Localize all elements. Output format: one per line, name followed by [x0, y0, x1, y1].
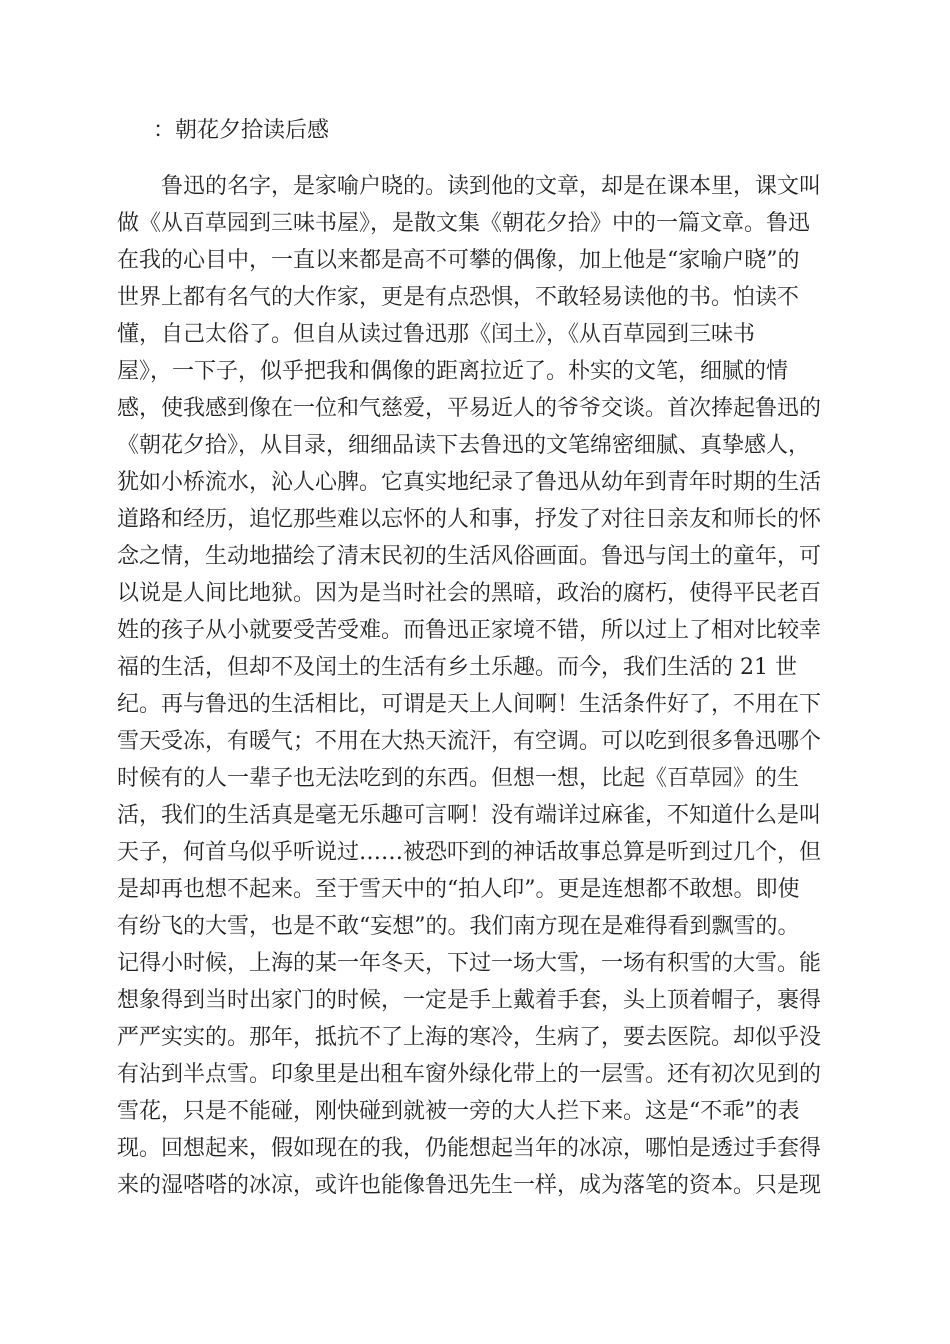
- text-line: 道路和经历，追忆那些难以忘怀的人和事，抒发了对往日亲友和师长的怀: [117, 507, 822, 532]
- text-line: 犹如小桥流水，沁人心脾。它真实地纪录了鲁迅从幼年到青年时期的生活: [117, 470, 822, 495]
- text-line: 来的湿嗒嗒的冰凉，或许也能像鲁迅先生一样，成为落笔的资本。只是现: [117, 1173, 822, 1198]
- text-line: 感，使我感到像在一位和气慈爱，平易近人的爷爷交谈。首次捧起鲁迅的: [117, 396, 822, 421]
- document-body: [117, 168, 837, 1204]
- text-line: 姓的孩子从小就要受苦受难。而鲁迅正家境不错，所以过上了相对比较幸: [117, 618, 822, 643]
- text-line: 严严实实的。那年，抵抗不了上海的寒冷，生病了，要去医院。却似乎没: [117, 1025, 822, 1050]
- text-line: 记得小时候，上海的某一年冬天，下过一场大雪，一场有积雪的大雪。能: [117, 951, 822, 976]
- text-line: 现。回想起来，假如现在的我，仍能想起当年的冰凉，哪怕是透过手套得: [117, 1136, 822, 1161]
- text-line: 时候有的人一辈子也无法吃到的东西。但想一想，比起《百草园》的生: [117, 766, 800, 791]
- text-line: 在我的心目中，一直以来都是高不可攀的偶像，加上他是“家喻户晓”的: [117, 248, 800, 273]
- text-line: 福的生活，但却不及闰土的生活有乡土乐趣。而今，我们生活的 21 世: [117, 655, 797, 680]
- text-line: 想象得到当时出家门的时候，一定是手上戴着手套，头上顶着帽子，裹得: [117, 988, 822, 1013]
- text-line: 天子，何首乌似乎听说过……被恐吓到的神话故事总算是听到过几个，但: [117, 840, 822, 865]
- text-line: 纪。再与鲁迅的生活相比，可谓是天上人间啊！生活条件好了，不用在下: [117, 692, 822, 717]
- text-line: 雪花，只是不能碰，刚快碰到就被一旁的大人拦下来。这是“不乖”的表: [117, 1099, 800, 1124]
- text-line: 《朝花夕拾》，从目录，细细品读下去鲁迅的文笔绵密细腻、真挚感人，: [117, 433, 811, 458]
- text-line: 世界上都有名气的大作家，更是有点恐惧，不敢轻易读他的书。怕读不: [117, 285, 800, 310]
- text-line: 念之情，生动地描绘了清末民初的生活风俗画面。鲁迅与闰土的童年，可: [117, 544, 822, 569]
- text-line: 懂，自己太俗了。但自从读过鲁迅那《闰土》，《从百草园到三味书: [117, 322, 756, 347]
- text-line: 活，我们的生活真是毫无乐趣可言啊！没有端详过麻雀，不知道什么是叫: [117, 803, 822, 828]
- text-line: 有纷飞的大雪，也是不敢“妄想”的。我们南方现在是难得看到飘雪的。: [117, 914, 800, 939]
- document-title: ：朝花夕拾读后感: [153, 118, 330, 143]
- text-line: 雪天受冻，有暖气；不用在大热天流汗，有空调。可以吃到很多鲁迅哪个: [117, 729, 822, 754]
- text-line: 做《从百草园到三味书屋》，是散文集《朝花夕拾》中的一篇文章。鲁迅: [117, 211, 811, 236]
- text-line: 有沾到半点雪。印象里是出租车窗外绿化带上的一层雪。还有初次见到的: [117, 1062, 822, 1087]
- text-line: 以说是人间比地狱。因为是当时社会的黑暗，政治的腐朽，使得平民老百: [117, 581, 822, 606]
- text-line: 是却再也想不起来。至于雪天中的“拍人印”。更是连想都不敢想。即使: [117, 877, 800, 902]
- text-line: 鲁迅的名字，是家喻户晓的。读到他的文章，却是在课本里，课文叫: [161, 174, 822, 199]
- text-line: 屋》，一下子，似乎把我和偶像的距离拉近了。朴实的文笔，细腻的情: [117, 359, 789, 384]
